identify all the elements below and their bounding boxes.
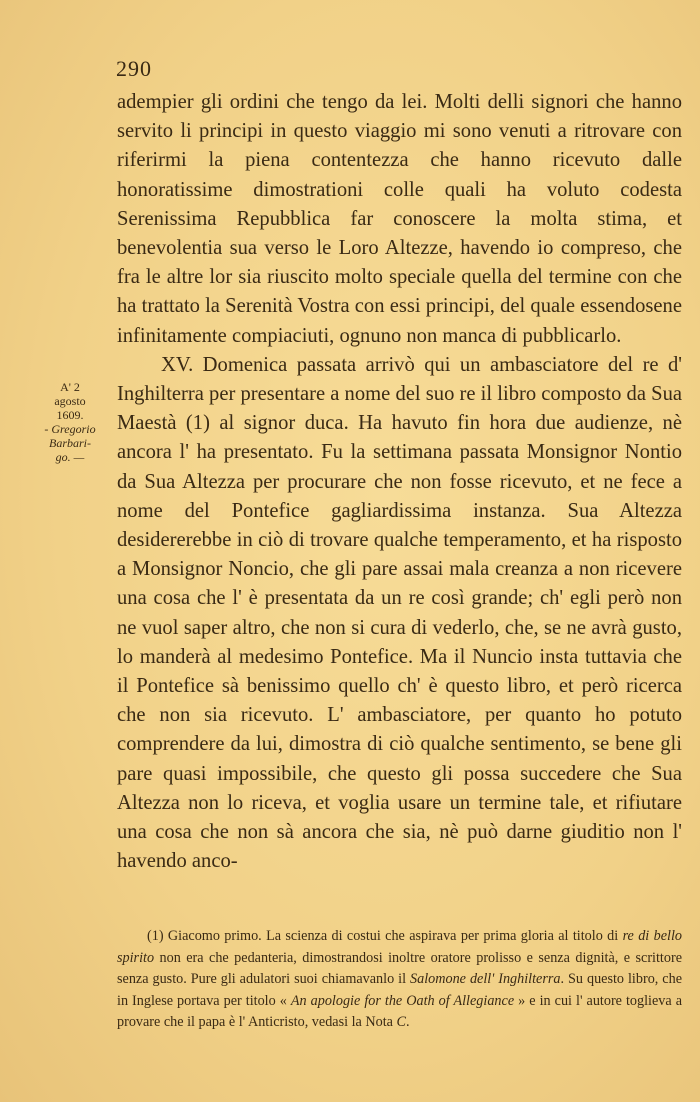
footnote-italic-phrase: re di bello spirito <box>117 928 682 966</box>
footnote <box>117 926 682 1034</box>
margin-note-line: - Gregorio <box>44 422 96 436</box>
paragraph-continuation: adempier gli ordini che tengo da lei. Molti delli signori che hanno servito li principi in questo viaggio mi sono venuti a ritrovare con riferirmi la piena contentezza che hanno ricevuto dalle honoratissime dimostrationi colle quali ha voluto codesta Serenissima Repubblica far conoscere la molta stima, et benevolentia sua verso le Loro Altezze, havendo io compreso, che fra le altre lor sia riuscito molto speciale quella del termine con che ha trattato la Serenità Vostra con essi principi, del quale essendosene infinitamente compiaciuti, ognuno non manca di pubblicarlo. <box>117 91 682 347</box>
margin-note-line: go. — <box>55 450 85 464</box>
footnote-italic-phrase: Salomone dell' Inghilterra <box>410 971 561 987</box>
footnote-text-part: » e in cui l' autore toglieva a provare che il papa è l' Anticristo, vedasi la Nota <box>117 992 683 1030</box>
footnote-text-part: non era che pedanteria, dimostrandosi inoltre oratore prolisso e senza dignità, e scrittore senza gusto. Pure gli adulatori suoi chiamavanlo il <box>117 949 682 987</box>
margin-note-line: 1609. <box>56 408 84 422</box>
footnote-text-part: . Su questo libro, che in Inglese portava per titolo « <box>117 971 682 1009</box>
body-text <box>117 88 682 876</box>
margin-note <box>30 380 110 464</box>
margin-note-line: Barbari- <box>49 436 91 450</box>
paragraph-section-xv: XV. Domenica passata arrivò qui un ambasciatore del re d' Inghilterra per presentare a nome del suo re il libro composto da Sua Maestà (1) al signor duca. Ha havuto fin hora due audienze, nè ancora l' ha presentato. Fu la settimana passata Monsignor Nontio da Sua Altezza per procurare che non fosse ricevuto, et ne fece a nome del Pontefice gagliardissima instanza. Sua Altezza desidererebbe in ciò di trovare qualche temperamento, et ha risposto a Monsignor Noncio, che gli pare assai mala creanza a non ricevere una cosa che l' è presentata da un re così grande; ch' egli però non ne vuol saper altro, che non si cura di vederlo, che, se ne avrà gusto, lo manderà al medesimo Pontefice. Ma il Nuncio insta tuttavia che il Pontefice sà benissimo quello ch' è questo libro, et però ricerca che non sia ricevuto. L' ambasciatore, per quanto ho potuto comprendere da lui, dimostra di ciò qualche sentimento, se bene gli pare quasi impossibile, che questo gli possa succedere che Sua Altezza non lo riceva, et voglia usare un termine tale, et rifiutare una cosa che non sà ancora che sia, nè può darne giuditio non l' havendo anco- <box>117 353 683 873</box>
footnote-text <box>117 926 682 1034</box>
footnote-book-title: An apologie for the Oath of Allegiance <box>290 992 515 1009</box>
footnote-text-part: . <box>405 1014 410 1030</box>
margin-note-line: A' 2 <box>60 380 80 394</box>
page-number: 290 <box>116 56 152 81</box>
margin-note-line: agosto <box>54 394 86 408</box>
footnote-text-part: (1) Giacomo primo. La scienza di costui che aspirava per prima gloria al titolo di <box>147 928 623 944</box>
footnote-note-ref: C <box>396 1014 406 1030</box>
